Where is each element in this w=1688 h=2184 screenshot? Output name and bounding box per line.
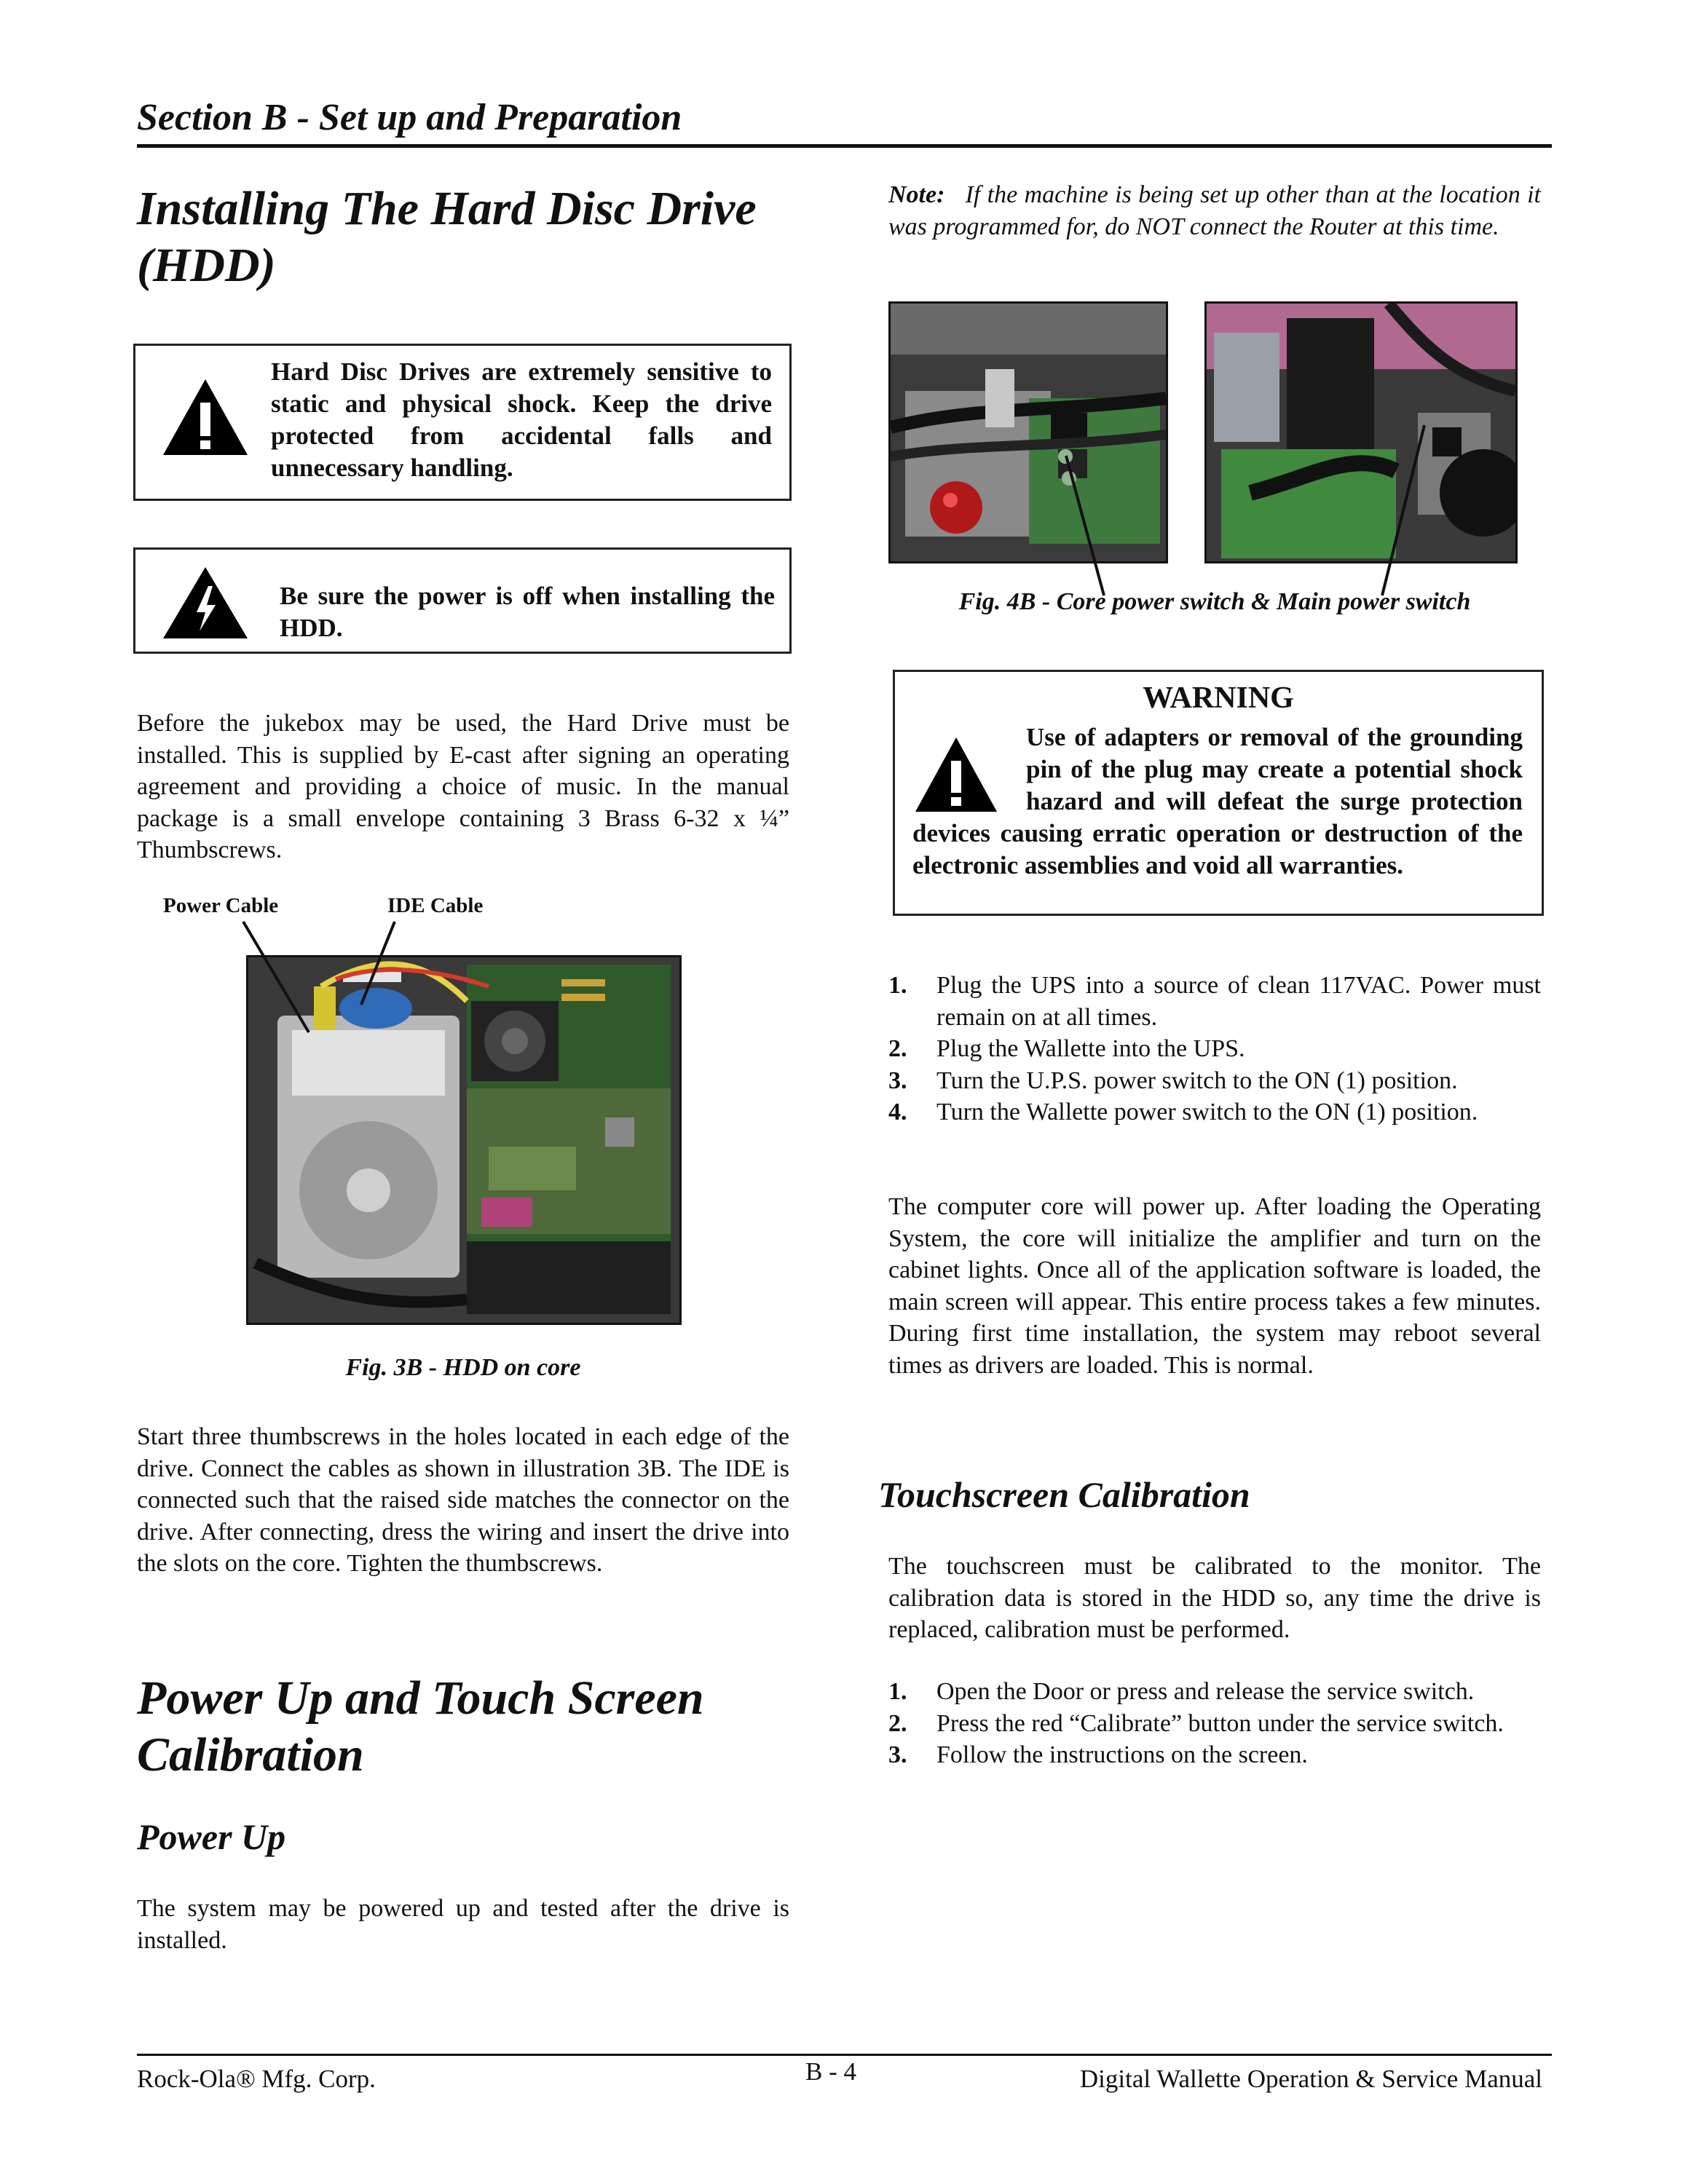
list-item	[888, 1096, 1541, 1128]
cable-pointer-lines	[233, 919, 422, 1035]
list-item	[888, 1739, 1541, 1771]
page-title: Installing The Hard Disc Drive (HDD)	[137, 182, 757, 292]
step-number: 2.	[888, 1709, 907, 1737]
step-text: Plug the Wallette into the UPS.	[936, 1035, 1245, 1062]
fig3b-caption: Fig. 3B - HDD on core	[345, 1354, 581, 1381]
warning-body: Use of adapters or removal of the grounding pin of the plug may create a potential shock hazard and will defeat the surge protection devices causing erratic operation or destruction of the electronic assemblies and void all warranties.	[912, 723, 1523, 879]
step-text: Plug the UPS into a source of clean 117VAC. Power must remain on at all times.	[936, 972, 1541, 1031]
label-power-cable: Power Cable	[163, 894, 279, 917]
intro-paragraph: Before the jukebox may be used, the Hard Drive must be installed. This is supplied by E-cast after signing an operating agreement and providing a choice of music. In the manual package is a small envelope containing 3 Brass 6-32 x ¼” Thumbscrews.	[137, 710, 789, 863]
page-number: B - 4	[805, 2057, 856, 2086]
step-number: 3.	[888, 1741, 907, 1768]
section-header: Section B - Set up and Preparation	[137, 97, 682, 138]
caution-box-power	[133, 547, 792, 654]
core-power-paragraph: The computer core will power up. After loading the Operating System, the core will initialize the amplifier and turn on the cabinet lights. Once all of the application software is loaded, the main screen will appear. This entire process takes a few minutes. During first time installation, the system may reboot several times as drivers are loaded. This is normal.	[888, 1193, 1541, 1379]
thumbscrews-paragraph: Start three thumbscrews in the holes located in each edge of the drive. Connect the cables as shown in illustration 3B. The IDE is connected such that the raised side matches the connector on the drive. After connecting, dress the wiring and insert the drive into the slots on the core. Tighten the thumbscrews.	[137, 1423, 789, 1577]
list-item	[888, 1676, 1541, 1708]
fig4b-caption: Fig. 4B - Core power switch & Main power switch	[958, 588, 1471, 615]
footer-rule	[137, 2054, 1552, 2056]
note-text: If the machine is being set up other than at the location it was programmed for, do NOT connect the Router at this time.	[888, 181, 1542, 240]
step-text: Turn the Wallette power switch to the ON (1) position.	[936, 1099, 1478, 1125]
list-item	[888, 1708, 1541, 1740]
power-up-heading: Power Up	[137, 1816, 286, 1857]
note-label: Note:	[888, 181, 945, 208]
warning-text	[912, 721, 1523, 882]
list-item	[888, 970, 1541, 1033]
electrical-hazard-icon	[160, 564, 251, 641]
warning-icon-spacer	[912, 721, 1026, 816]
calibration-steps	[888, 1676, 1541, 1771]
step-text: Turn the U.P.S. power switch to the ON (1) position.	[936, 1067, 1458, 1094]
touchscreen-heading: Touchscreen Calibration	[878, 1474, 1250, 1515]
switch-pointer-lines	[888, 301, 1544, 607]
step-number: 4.	[888, 1099, 907, 1125]
power-up-calibration-title: Power Up and Touch Screen Calibration	[137, 1671, 704, 1781]
caution-power-text: Be sure the power is off when installing the HDD.	[280, 582, 775, 642]
header-rule	[137, 144, 1552, 148]
power-up-paragraph: The system may be powered up and tested after the drive is installed.	[137, 1895, 789, 1954]
list-item	[888, 1065, 1541, 1097]
step-text: Open the Door or press and release the service switch.	[936, 1678, 1475, 1705]
power-on-steps	[888, 970, 1541, 1128]
step-number: 3.	[888, 1067, 907, 1094]
warning-title: WARNING	[1143, 681, 1294, 715]
step-number: 1.	[888, 1678, 907, 1705]
step-number: 2.	[888, 1035, 907, 1062]
step-number: 1.	[888, 972, 907, 999]
touchscreen-paragraph: The touchscreen must be calibrated to the monitor. The calibration data is stored in the HDD so, any time the drive is replaced, calibration must be performed.	[888, 1553, 1541, 1643]
step-text: Follow the instructions on the screen.	[936, 1741, 1308, 1768]
footer-company: Rock-Ola® Mfg. Corp.	[137, 2065, 376, 2093]
list-item	[888, 1033, 1541, 1065]
caution-box-static	[133, 344, 792, 501]
router-note	[888, 179, 1541, 242]
caution-static-text: Hard Disc Drives are extremely sensitive to static and physical shock. Keep the drive protected from accidental falls and unnecessary handling.	[271, 357, 772, 482]
warning-triangle-icon	[160, 376, 251, 458]
warning-box	[893, 670, 1544, 916]
footer-manual-title: Digital Wallette Operation & Service Manual	[1079, 2065, 1542, 2093]
label-ide-cable: IDE Cable	[387, 894, 484, 917]
step-text: Press the red “Calibrate” button under the service switch.	[936, 1709, 1504, 1737]
